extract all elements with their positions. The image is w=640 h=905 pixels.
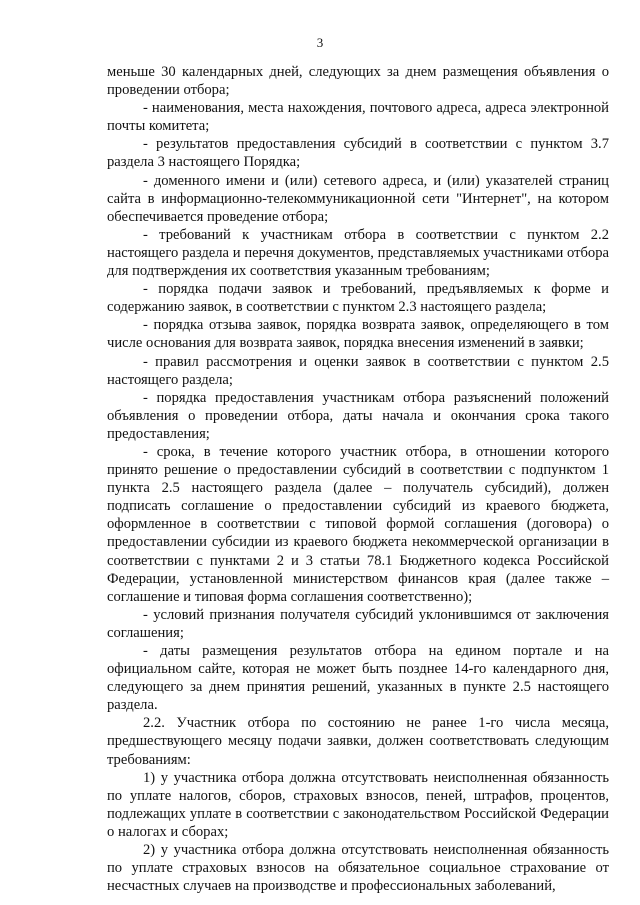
- paragraph: 1) у участника отбора должна отсутствовать неисполненная обязанность по уплате налогов, сборов, страховых взносов, пеней, штрафов, процентов, подлежащих уплате в соответствии с законодательством Российской Федерации о налогах и сборах;: [107, 769, 609, 840]
- paragraph: меньше 30 календарных дней, следующих за днем размещения объявления о проведении отбора;: [107, 64, 609, 99]
- document-body: [107, 63, 609, 895]
- paragraph: - порядка предоставления участникам отбора разъяснений положений объявления о проведении отбора, даты начала и окончания срока такого предоставления;: [107, 389, 609, 442]
- paragraph: - срока, в течение которого участник отбора, в отношении которого принято решение о предоставлении субсидий в соответствии с подпунктом 1 пункта 2.5 настоящего раздела (далее – получатель субсидий), должен подписать соглашение о предоставлении субсидий из краевого бюджета, оформленное в соответствии с типовой формой соглашения (договора) о предоставлении субсидии из краевого бюджета некоммерческой организации в соответствии с пунктами 2 и 3 статьи 78.1 Бюджетного кодекса Российской Федерации, установленной министерством финансов края (далее также – соглашение и типовая форма соглашения соответственно);: [107, 443, 609, 605]
- paragraph: - даты размещения результатов отбора на едином портале и на официальном сайте, которая не может быть позднее 14-го календарного дня, следующего за днем принятия решений, указанных в пункте 2.5 настоящего раздела.: [107, 643, 609, 714]
- paragraph: 2) у участника отбора должна отсутствовать неисполненная обязанность по уплате страховых взносов на обязательное социальное страхование от несчастных случаев на производстве и профессиональных заболеваний,: [107, 842, 609, 895]
- paragraph: - правил рассмотрения и оценки заявок в соответствии с пунктом 2.5 настоящего раздела;: [107, 353, 609, 388]
- paragraph: - условий признания получателя субсидий уклонившимся от заключения соглашения;: [107, 606, 609, 641]
- paragraph: 2.2. Участник отбора по состоянию не ранее 1-го числа месяца, предшествующего месяцу подачи заявки, должен соответствовать следующим требованиям:: [107, 715, 609, 768]
- paragraph: - порядка отзыва заявок, порядка возврата заявок, определяющего в том числе основания для возврата заявок, порядка внесения изменений в заявки;: [107, 317, 609, 352]
- paragraph: - наименования, места нахождения, почтового адреса, адреса электронной почты комитета;: [107, 100, 609, 135]
- paragraph: - требований к участникам отбора в соответствии с пунктом 2.2 настоящего раздела и перечня документов, представляемых участниками отбора для подтверждения их соответствия указанным требованиям;: [107, 226, 609, 280]
- paragraph: - результатов предоставления субсидий в соответствии с пунктом 3.7 раздела 3 настоящего Порядка;: [107, 136, 609, 171]
- paragraph: - доменного имени и (или) сетевого адреса, и (или) указателей страниц сайта в информационно-телекоммуникационной сети "Интернет", на котором обеспечивается проведение отбора;: [107, 172, 609, 225]
- paragraph: - порядка подачи заявок и требований, предъявляемых к форме и содержанию заявок, в соответствии с пунктом 2.3 настоящего раздела;: [107, 281, 609, 316]
- page-number: 3: [316, 35, 324, 50]
